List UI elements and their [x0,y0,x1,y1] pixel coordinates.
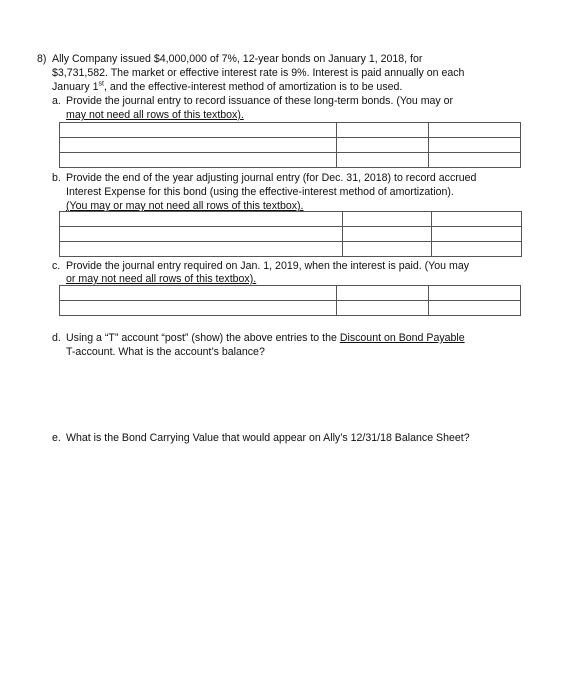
part-b-letter: b. [52,172,61,184]
debit-cell[interactable] [337,301,429,316]
debit-cell[interactable] [337,123,429,138]
table-row [60,301,521,316]
table-row [60,153,521,168]
debit-cell[interactable] [343,242,432,257]
part-a-line-2: may not need all rows of this textbox). [66,109,244,121]
part-c-letter: c. [52,260,61,272]
part-b-line-3: (You may or may not need all rows of this textbox). [66,200,304,212]
credit-cell[interactable] [432,227,522,242]
account-cell[interactable] [60,227,343,242]
part-d-line-2: T-account. What is the account’s balance? [66,346,265,358]
part-a-letter: a. [52,95,61,107]
part-b-line-2: Interest Expense for this bond (using the effective-interest method of amortization). [66,186,454,198]
table-row [60,138,521,153]
account-cell[interactable] [60,123,337,138]
table-row [60,227,522,242]
debit-cell[interactable] [337,286,429,301]
account-cell[interactable] [60,212,343,227]
table-row [60,242,522,257]
question-intro-line-2: $3,731,582. The market or effective interest rate is 9%. Interest is paid annually on each [52,67,465,79]
part-b-journal-table [59,211,522,257]
debit-cell[interactable] [343,212,432,227]
part-e-line-1: What is the Bond Carrying Value that would appear on Ally’s 12/31/18 Balance Sheet? [66,432,470,444]
part-a-journal-table [59,122,521,168]
discount-on-bond-payable-term: Discount on Bond Payable [339,332,465,344]
account-cell[interactable] [60,242,343,257]
credit-cell[interactable] [429,138,521,153]
part-c-line-2: or may not need all rows of this textbox). [66,273,257,285]
part-a-line-1: Provide the journal entry to record issuance of these long-term bonds. (You may or [66,95,454,107]
debit-cell[interactable] [337,138,429,153]
part-d-line-1: Using a “T” account “post” (show) the above entries to the Discount on Bond Payable [66,332,465,344]
credit-cell[interactable] [429,153,521,168]
question-number: 8) [37,53,47,65]
question-intro-line-3: January 1st, and the effective-interest method of amortization is to be used. [52,80,403,93]
credit-cell[interactable] [429,123,521,138]
credit-cell[interactable] [432,212,522,227]
account-cell[interactable] [60,138,337,153]
debit-cell[interactable] [337,153,429,168]
part-b-line-1: Provide the end of the year adjusting journal entry (for Dec. 31, 2018) to record accrued [66,172,477,184]
table-row [60,123,521,138]
part-d-letter: d. [52,332,61,344]
question-intro-line-1: Ally Company issued $4,000,000 of 7%, 12-year bonds on January 1, 2018, for [52,53,423,65]
credit-cell[interactable] [429,286,521,301]
part-e-letter: e. [52,432,61,444]
credit-cell[interactable] [429,301,521,316]
debit-cell[interactable] [343,227,432,242]
account-cell[interactable] [60,286,337,301]
account-cell[interactable] [60,153,337,168]
part-c-line-1: Provide the journal entry required on Jan. 1, 2019, when the interest is paid. (You may [66,260,470,272]
credit-cell[interactable] [432,242,522,257]
table-row [60,286,521,301]
table-row [60,212,522,227]
part-c-journal-table [59,285,521,316]
account-cell[interactable] [60,301,337,316]
